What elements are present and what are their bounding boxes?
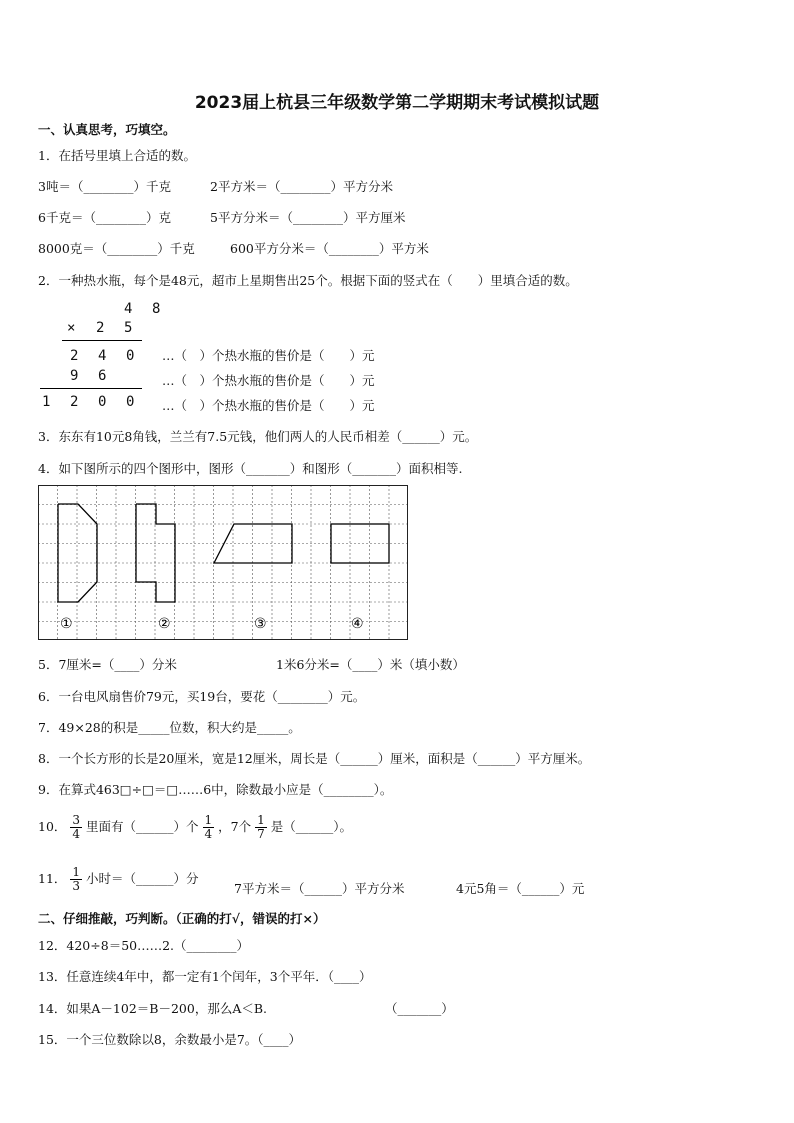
q2-stem: 2．一种热水瓶，每个是48元，超市上星期售出25个。根据下面的竖式在（ ）里填合适的数。 bbox=[38, 273, 578, 288]
grid-figure bbox=[38, 485, 409, 641]
q11 bbox=[38, 866, 199, 893]
q11-number: 11． bbox=[38, 871, 67, 886]
q15: 15．一个三位数除以8，余数最小是7。（____） bbox=[38, 1032, 302, 1047]
q10-text-1: 里面有（______）个 bbox=[86, 819, 199, 834]
section-1-heading: 一、认真思考，巧填空。 bbox=[38, 122, 176, 137]
q7: 7．49×28的积是_____位数，积大约是_____。 bbox=[38, 720, 301, 735]
digit: 2 bbox=[96, 320, 105, 336]
digit: 5 bbox=[124, 320, 133, 336]
q13: 13．任意连续4年中，都一定有1个闰年，3个平年．（____） bbox=[38, 969, 372, 984]
q5-b: 1米6分米=（____）米（填小数） bbox=[276, 657, 465, 672]
digit: 0 bbox=[126, 348, 135, 364]
shape-label-1: ① bbox=[60, 616, 73, 632]
digit: 4 bbox=[124, 301, 133, 317]
q10-text-3: 是（______）。 bbox=[270, 819, 352, 834]
shape-2 bbox=[136, 504, 175, 602]
digit: 0 bbox=[98, 394, 107, 410]
q6: 6．一台电风扇售价79元，买19台，要花（________）元。 bbox=[38, 689, 366, 704]
vertical-rule bbox=[40, 388, 142, 389]
q10-number: 10． bbox=[38, 819, 67, 834]
q1-row2-b: 5平方分米＝（________）平方厘米 bbox=[210, 210, 406, 225]
q1-row3-a: 8000克＝（________）千克 bbox=[38, 241, 195, 256]
digit: 1 bbox=[42, 394, 51, 410]
q1-row3-b: 600平方分米＝（________）平方米 bbox=[230, 241, 429, 256]
shape-label-2: ② bbox=[158, 616, 171, 632]
q1-row1-b: 2平方米＝（________）平方分米 bbox=[210, 179, 393, 194]
q2-note-2: …（ ）个热水瓶的售价是（ ）元 bbox=[162, 373, 375, 388]
digit: 6 bbox=[98, 368, 107, 384]
digit: 4 bbox=[98, 348, 107, 364]
q2-note-3: …（ ）个热水瓶的售价是（ ）元 bbox=[162, 398, 375, 413]
fraction: $\frac{1}{7}$ bbox=[257, 813, 265, 841]
q12: 12．420÷8＝50……2.（________） bbox=[38, 938, 250, 953]
q14: 14．如果A－102＝B－200，那么A＜B. bbox=[38, 1001, 268, 1016]
fraction: $\frac{1}{3}$ bbox=[72, 865, 81, 893]
digit: 2 bbox=[70, 348, 79, 364]
times-sign: × bbox=[67, 320, 76, 336]
q1-stem: 1．在括号里填上合适的数。 bbox=[38, 148, 196, 163]
fraction: $\frac{1}{4}$ bbox=[204, 813, 213, 841]
q3: 3．东东有10元8角钱，兰兰有7.5元钱，他们两人的人民币相差（______）元。 bbox=[38, 429, 478, 444]
section-2-heading: 二、仔细推敲，巧判断。（正确的打√，错误的打×） bbox=[38, 911, 326, 926]
q11-part-c: 4元5角＝（______）元 bbox=[456, 881, 585, 896]
digit: 0 bbox=[126, 394, 135, 410]
q1-row2-a: 6千克＝（________）克 bbox=[38, 210, 171, 225]
q2-note-1: …（ ）个热水瓶的售价是（ ）元 bbox=[162, 348, 375, 363]
q14-blank: （_______） bbox=[385, 1001, 454, 1016]
shape-label-4: ④ bbox=[351, 616, 364, 632]
shape-3 bbox=[214, 524, 292, 563]
page-title: 2023届上杭县三年级数学第二学期期末考试模拟试题 bbox=[194, 93, 600, 113]
q11-part-a: 小时＝（______）分 bbox=[86, 871, 199, 886]
digit: 2 bbox=[70, 394, 79, 410]
q10 bbox=[38, 814, 352, 841]
q1-row1-a: 3吨＝（________）千克 bbox=[38, 179, 171, 194]
vertical-rule bbox=[62, 340, 142, 341]
q11-part-b: 7平方米＝（______）平方分米 bbox=[234, 881, 405, 896]
q10-text-2: ，7个 bbox=[218, 819, 252, 834]
shape-1 bbox=[58, 504, 97, 602]
q5-a: 5．7厘米=（____）分米 bbox=[38, 657, 177, 672]
shape-label-3: ③ bbox=[254, 616, 267, 632]
q4-stem: 4．如下图所示的四个图形中，图形（_______）和图形（_______）面积相等. bbox=[38, 461, 463, 476]
digit: 8 bbox=[152, 301, 161, 317]
digit: 9 bbox=[70, 368, 79, 384]
q8: 8．一个长方形的长是20厘米，宽是12厘米，周长是（______）厘米，面积是（______）平方厘米。 bbox=[38, 751, 591, 766]
fraction: $\frac{3}{4}$ bbox=[72, 813, 81, 841]
q9: 9．在算式463□÷□＝□……6中，除数最小应是（________）。 bbox=[38, 782, 393, 797]
